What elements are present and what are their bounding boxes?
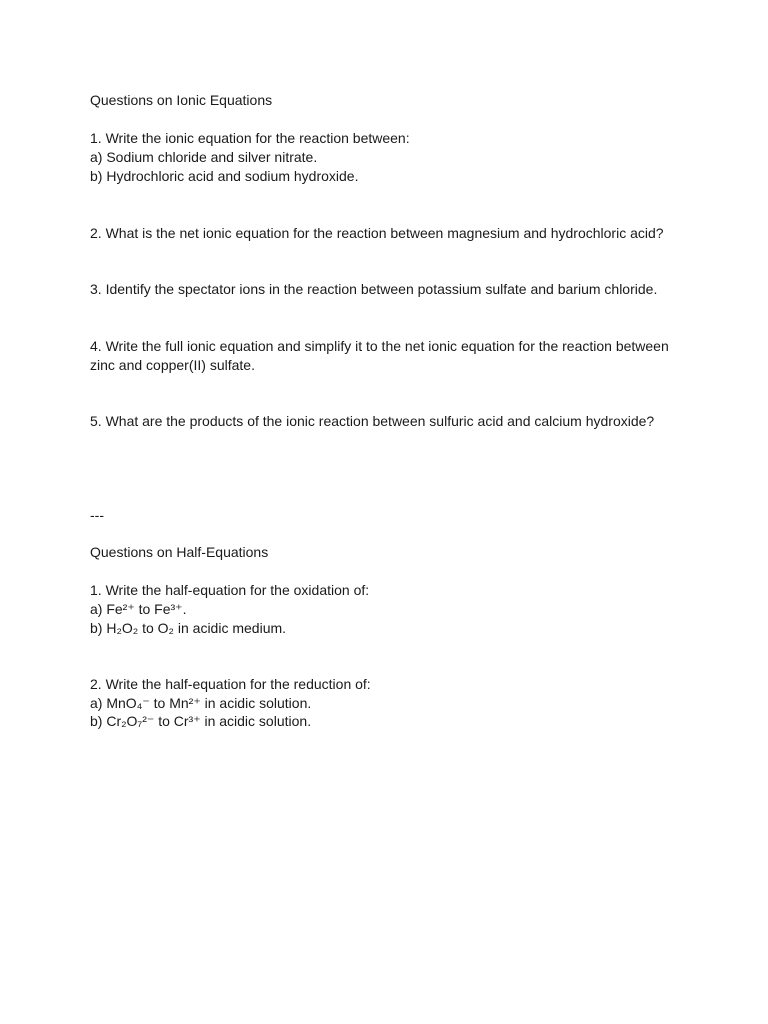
half-question-1b: b) H₂O₂ to O₂ in acidic medium.	[90, 620, 287, 636]
half-question-2: 2. Write the half-equation for the reduction of:	[90, 676, 371, 692]
half-question-1a: a) Fe²⁺ to Fe³⁺.	[90, 601, 187, 617]
ionic-question-1a: a) Sodium chloride and silver nitrate.	[90, 149, 318, 165]
ionic-question-4-line1: 4. Write the full ionic equation and simplify it to the net ionic equation for the reaction between	[90, 338, 669, 354]
half-question-1: 1. Write the half-equation for the oxidation of:	[90, 582, 370, 598]
section-separator: ---	[90, 507, 104, 523]
ionic-question-3: 3. Identify the spectator ions in the reaction between potassium sulfate and barium chloride.	[90, 281, 658, 297]
half-question-2b: b) Cr₂O₇²⁻ to Cr³⁺ in acidic solution.	[90, 713, 312, 729]
ionic-question-2: 2. What is the net ionic equation for the reaction between magnesium and hydrochloric acid?	[90, 225, 664, 241]
ionic-question-5: 5. What are the products of the ionic reaction between sulfuric acid and calcium hydroxide?	[90, 413, 655, 429]
ionic-question-4-line2: zinc and copper(II) sulfate.	[90, 357, 255, 373]
ionic-question-1: 1. Write the ionic equation for the reaction between:	[90, 130, 410, 146]
section-heading-half-equations: Questions on Half-Equations	[90, 544, 269, 560]
section-heading-ionic-equations: Questions on Ionic Equations	[90, 92, 273, 108]
ionic-question-1b: b) Hydrochloric acid and sodium hydroxide.	[90, 168, 359, 184]
half-question-2a: a) MnO₄⁻ to Mn²⁺ in acidic solution.	[90, 695, 312, 711]
